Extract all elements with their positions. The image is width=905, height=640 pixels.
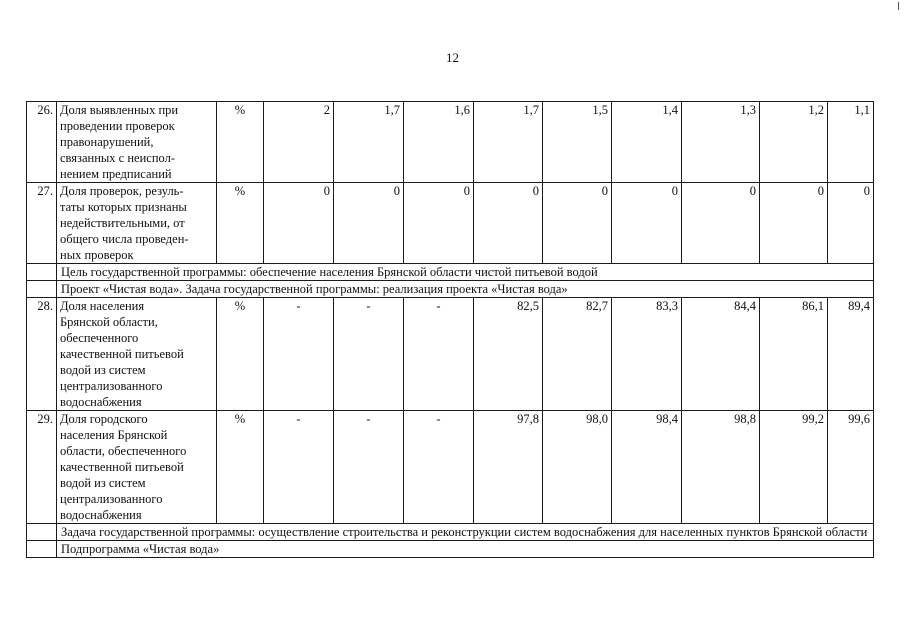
band-subprogram-text: Подпрограмма «Чистая вода» (57, 541, 874, 558)
value-cell: 1,1 (828, 102, 874, 183)
row-number: 27. (27, 183, 57, 264)
indicator-name-line: качественной питьевой (60, 347, 184, 361)
value-cell: - (404, 298, 474, 411)
unit-cell: % (217, 411, 264, 524)
indicator-name-line: проведении проверок (60, 119, 175, 133)
value-cell: 1,7 (474, 102, 543, 183)
indicator-name-line: централизованного (60, 379, 163, 393)
indicator-name-line: качественной питьевой (60, 460, 184, 474)
value-cell: 1,5 (543, 102, 612, 183)
indicator-name-line: Доля городского (60, 412, 148, 426)
indicator-name-line: населения Брянской (60, 428, 168, 442)
band-row (27, 524, 874, 541)
band-number-cell (27, 281, 57, 298)
indicator-name (57, 298, 217, 411)
table-row (27, 102, 874, 183)
indicator-name-line: Доля населения (60, 299, 145, 313)
value-cell: 1,3 (682, 102, 760, 183)
corner-scan-mark (898, 2, 899, 10)
value-cell: 0 (543, 183, 612, 264)
value-cell: - (264, 411, 334, 524)
indicator-name-line: Брянской области, (60, 315, 158, 329)
indicator-name-line: связанных с неиспол- (60, 151, 175, 165)
value-cell: 99,6 (828, 411, 874, 524)
band-row (27, 541, 874, 558)
band-number-cell (27, 541, 57, 558)
indicator-name-line: обеспеченного (60, 331, 139, 345)
value-cell: 0 (404, 183, 474, 264)
row-number: 26. (27, 102, 57, 183)
indicator-name-line: области, обеспеченного (60, 444, 187, 458)
table-body (27, 102, 874, 558)
value-cell: 0 (474, 183, 543, 264)
value-cell: 82,7 (543, 298, 612, 411)
value-cell: - (334, 298, 404, 411)
value-cell: 86,1 (760, 298, 828, 411)
row-number: 28. (27, 298, 57, 411)
indicator-name (57, 411, 217, 524)
table-row (27, 183, 874, 264)
table-row (27, 411, 874, 524)
indicator-name-line: централизованного (60, 492, 163, 506)
band-project-text: Проект «Чистая вода». Задача государственной программы: реализация проекта «Чистая вода» (57, 281, 874, 298)
value-cell: 0 (264, 183, 334, 264)
indicator-name-line: ных проверок (60, 248, 134, 262)
value-cell: 98,0 (543, 411, 612, 524)
band-row (27, 281, 874, 298)
value-cell: 82,5 (474, 298, 543, 411)
unit-cell: % (217, 183, 264, 264)
value-cell: 0 (760, 183, 828, 264)
value-cell: - (264, 298, 334, 411)
unit-cell: % (217, 298, 264, 411)
value-cell: 1,7 (334, 102, 404, 183)
indicator-name-line: водоснабжения (60, 508, 142, 522)
indicator-name-line: Доля выявленных при (60, 103, 179, 117)
value-cell: 1,6 (404, 102, 474, 183)
band-task-text: Задача государственной программы: осуществление строительства и реконструкции систем водоснабжения для населенных пунктов Брянской области (57, 524, 874, 541)
value-cell: - (334, 411, 404, 524)
value-cell: 98,4 (612, 411, 682, 524)
value-cell: 83,3 (612, 298, 682, 411)
value-cell: - (404, 411, 474, 524)
indicator-name-line: водой из систем (60, 476, 146, 490)
band-row (27, 264, 874, 281)
indicator-name-line: нением предписаний (60, 167, 172, 181)
indicator-name-line: недействительными, от (60, 216, 185, 230)
value-cell: 0 (334, 183, 404, 264)
value-cell: 89,4 (828, 298, 874, 411)
value-cell: 97,8 (474, 411, 543, 524)
indicator-name (57, 102, 217, 183)
indicator-name-line: Доля проверок, резуль- (60, 184, 184, 198)
value-cell: 1,2 (760, 102, 828, 183)
value-cell: 0 (612, 183, 682, 264)
indicator-name-line: таты которых признаны (60, 200, 187, 214)
band-number-cell (27, 264, 57, 281)
indicator-name-line: водоснабжения (60, 395, 142, 409)
value-cell: 1,4 (612, 102, 682, 183)
indicator-name-line: правонарушений, (60, 135, 154, 149)
value-cell: 2 (264, 102, 334, 183)
page-number: 12 (446, 50, 459, 65)
indicator-name-line: водой из систем (60, 363, 146, 377)
band-goal-text: Цель государственной программы: обеспечение населения Брянской области чистой питьевой водой (57, 264, 874, 281)
band-number-cell (27, 524, 57, 541)
indicator-name-line: общего числа проведен- (60, 232, 189, 246)
row-number: 29. (27, 411, 57, 524)
unit-cell: % (217, 102, 264, 183)
value-cell: 0 (682, 183, 760, 264)
value-cell: 0 (828, 183, 874, 264)
indicator-name (57, 183, 217, 264)
table-row (27, 298, 874, 411)
indicator-table (26, 101, 874, 558)
value-cell: 99,2 (760, 411, 828, 524)
value-cell: 84,4 (682, 298, 760, 411)
value-cell: 98,8 (682, 411, 760, 524)
